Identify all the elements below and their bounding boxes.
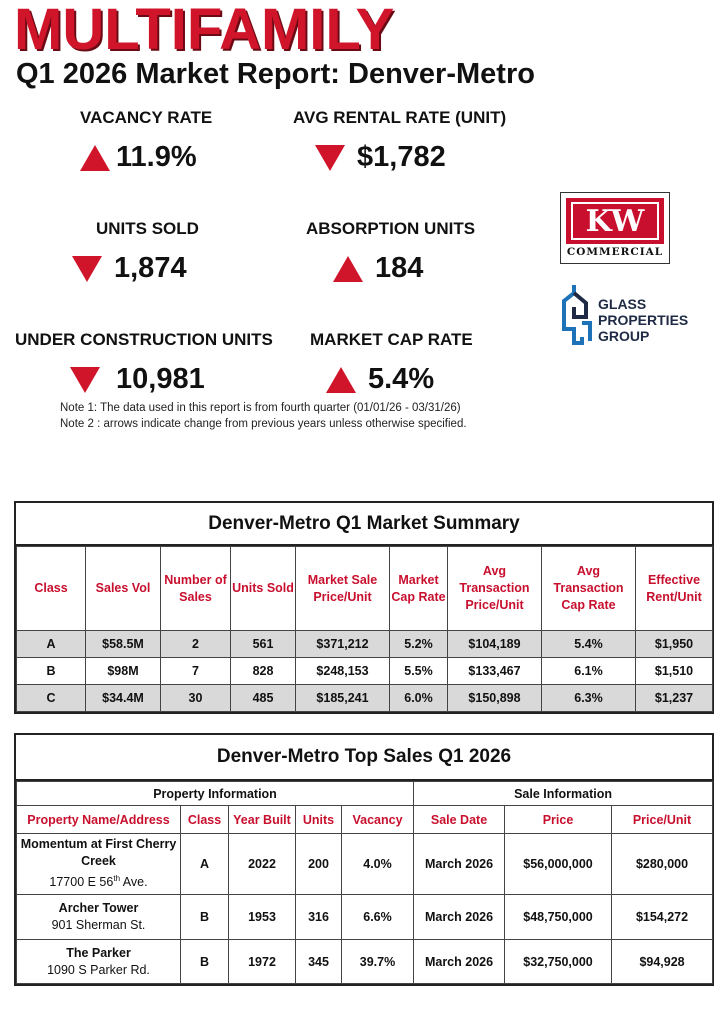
table-cell: $185,241	[296, 685, 390, 712]
table-cell: $58.5M	[86, 631, 161, 658]
table-row	[17, 895, 713, 940]
table-cell: $248,153	[296, 658, 390, 685]
kpi-label-units-sold: UNITS SOLD	[96, 219, 199, 238]
top-sales-title: Denver-Metro Top Sales Q1 2026	[16, 735, 712, 781]
kpi-value-market-cap-rate	[326, 363, 434, 396]
kw-logo-box	[566, 198, 664, 244]
kw-logo-text: KW	[571, 202, 659, 240]
table-cell: $48,750,000	[505, 895, 612, 940]
property-address: 901 Sherman St.	[51, 918, 146, 932]
top-sales-header-cell: Class	[181, 806, 229, 834]
property-address: 17700 E 56th Ave.	[49, 874, 148, 890]
table-cell: March 2026	[414, 940, 505, 984]
table-cell: 5.5%	[390, 658, 448, 685]
table-cell: 5.2%	[390, 631, 448, 658]
table-cell: 6.1%	[542, 658, 636, 685]
table-cell: $280,000	[612, 834, 713, 895]
report-subtitle: Q1 2026 Market Report: Denver-Metro	[16, 58, 535, 90]
table-cell: A	[181, 834, 229, 895]
table-cell: $94,928	[612, 940, 713, 984]
market-summary-panel	[14, 501, 714, 714]
top-sales-header-cell: Price	[505, 806, 612, 834]
summary-header-cell: Effective Rent/Unit	[636, 547, 713, 631]
top-sales-header-cell: Vacancy	[342, 806, 414, 834]
top-sales-group-row	[17, 782, 713, 806]
table-cell: $98M	[86, 658, 161, 685]
kpi-value-units-sold	[72, 252, 187, 285]
arrow-up-icon	[333, 256, 363, 282]
top-sales-header-row	[17, 806, 713, 834]
kpi-value-vacancy-rate	[80, 141, 197, 174]
arrow-down-icon	[72, 256, 102, 282]
property-name: Archer Tower	[58, 901, 139, 915]
table-row	[17, 658, 713, 685]
table-cell: 6.0%	[390, 685, 448, 712]
kpi-value-absorption-units	[333, 252, 423, 285]
table-cell: $1,237	[636, 685, 713, 712]
table-cell: $104,189	[448, 631, 542, 658]
kpi-label-market-cap-rate: MARKET CAP RATE	[310, 330, 473, 349]
top-sales-header-cell: Sale Date	[414, 806, 505, 834]
gpg-line: GROUP	[598, 328, 650, 344]
top-sales-table	[16, 781, 713, 984]
table-cell: 316	[296, 895, 342, 940]
kpi-label-vacancy-rate: VACANCY RATE	[80, 108, 213, 127]
kpi-value-text: $1,782	[357, 141, 446, 173]
table-cell: 30	[161, 685, 231, 712]
glass-properties-group-logo	[560, 283, 700, 349]
table-cell: $371,212	[296, 631, 390, 658]
summary-header-cell: Market Cap Rate	[390, 547, 448, 631]
table-cell: March 2026	[414, 895, 505, 940]
table-row	[17, 631, 713, 658]
building-icon	[560, 283, 594, 347]
table-row	[17, 940, 713, 984]
top-sales-header-cell: Property Name/Address	[17, 806, 181, 834]
summary-header-cell: Avg Transaction Cap Rate	[542, 547, 636, 631]
arrow-up-icon	[80, 145, 110, 171]
summary-header-cell: Market Sale Price/Unit	[296, 547, 390, 631]
summary-header-cell: Units Sold	[231, 547, 296, 631]
table-cell: 4.0%	[342, 834, 414, 895]
note-1: Note 1: The data used in this report is from fourth quarter (01/01/26 - 03/31/26)	[60, 402, 461, 414]
property-address: 1090 S Parker Rd.	[47, 962, 150, 977]
table-cell: 828	[231, 658, 296, 685]
table-cell: $34.4M	[86, 685, 161, 712]
kpi-label-absorption-units: ABSORPTION UNITS	[306, 219, 476, 238]
table-row	[17, 834, 713, 895]
top-sales-header-cell: Year Built	[229, 806, 296, 834]
table-cell: $32,750,000	[505, 940, 612, 984]
kpi-value-avg-rental-rate	[315, 141, 446, 174]
table-cell: B	[181, 940, 229, 984]
summary-header-cell: Number of Sales	[161, 547, 231, 631]
kpi-value-text: 5.4%	[368, 363, 435, 395]
kw-commercial-logo	[560, 192, 670, 264]
property-name: The Parker	[66, 945, 131, 960]
kpi-value-text: 10,981	[116, 363, 205, 395]
table-cell: 485	[231, 685, 296, 712]
arrow-up-icon	[326, 367, 356, 393]
table-cell: 345	[296, 940, 342, 984]
kpi-value-text: 184	[375, 252, 424, 284]
summary-header-cell: Class	[17, 547, 86, 631]
top-sales-header-cell: Price/Unit	[612, 806, 713, 834]
table-cell: 2	[161, 631, 231, 658]
gpg-line: PROPERTIES	[598, 312, 689, 328]
table-cell: $1,950	[636, 631, 713, 658]
gpg-logo-text	[598, 296, 688, 344]
market-summary-title: Denver-Metro Q1 Market Summary	[16, 503, 712, 546]
property-cell	[17, 834, 181, 895]
table-cell: 39.7%	[342, 940, 414, 984]
kpi-label-avg-rental-rate: AVG RENTAL RATE (UNIT)	[293, 108, 507, 127]
property-cell	[17, 940, 181, 984]
kpi-label-under-construction: UNDER CONSTRUCTION UNITS	[15, 330, 273, 349]
table-cell: 561	[231, 631, 296, 658]
table-row	[17, 685, 713, 712]
table-cell: 2022	[229, 834, 296, 895]
table-cell: March 2026	[414, 834, 505, 895]
table-cell: 200	[296, 834, 342, 895]
table-cell: $150,898	[448, 685, 542, 712]
table-cell: B	[17, 658, 86, 685]
summary-header-cell: Avg Transaction Price/Unit	[448, 547, 542, 631]
kpi-value-under-construction	[70, 363, 205, 396]
table-cell: 5.4%	[542, 631, 636, 658]
sale-information-header: Sale Information	[414, 782, 713, 806]
table-cell: $1,510	[636, 658, 713, 685]
table-cell: $154,272	[612, 895, 713, 940]
table-cell: 7	[161, 658, 231, 685]
top-sales-header-cell: Units	[296, 806, 342, 834]
table-cell: 1972	[229, 940, 296, 984]
arrow-down-icon	[70, 367, 100, 393]
kw-logo-subtitle: COMMERCIAL	[566, 246, 664, 258]
table-cell: 1953	[229, 895, 296, 940]
kpi-value-text: 1,874	[114, 252, 187, 284]
note-2: Note 2 : arrows indicate change from previous years unless otherwise specified.	[60, 418, 467, 430]
table-cell: B	[181, 895, 229, 940]
summary-header-row	[17, 547, 713, 631]
property-name: Momentum at First Cherry Creek	[20, 837, 177, 869]
report-title: MULTIFAMILY	[14, 0, 395, 62]
table-cell: C	[17, 685, 86, 712]
property-information-header: Property Information	[17, 782, 414, 806]
table-cell: $133,467	[448, 658, 542, 685]
table-cell: 6.3%	[542, 685, 636, 712]
market-summary-table	[16, 546, 713, 712]
gpg-line: GLASS	[598, 296, 647, 312]
top-sales-panel	[14, 733, 714, 986]
property-cell	[17, 895, 181, 940]
summary-header-cell: Sales Vol	[86, 547, 161, 631]
table-cell: 6.6%	[342, 895, 414, 940]
arrow-down-icon	[315, 145, 345, 171]
table-cell: A	[17, 631, 86, 658]
table-cell: $56,000,000	[505, 834, 612, 895]
kpi-value-text: 11.9%	[116, 141, 197, 173]
